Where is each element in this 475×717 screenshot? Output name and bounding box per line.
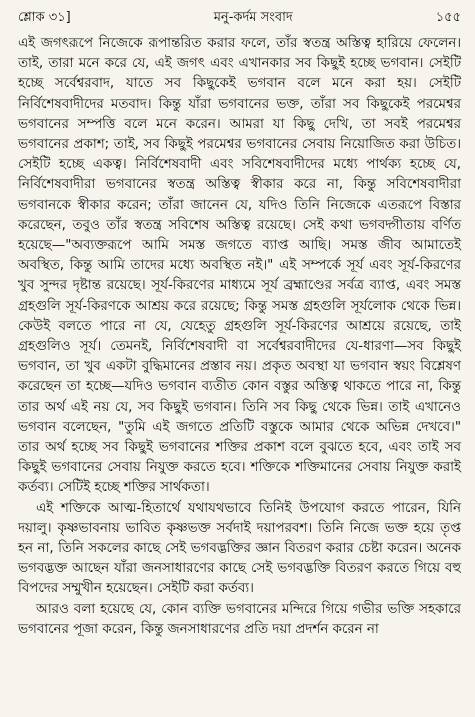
paragraph: আরও বলা হয়েছে যে, কোন ব্যক্তি ভগবানের মন্দিরে গিয়ে গভীর ভক্তি সহকারে ভগবানের পূজা করেন, কিন্তু জনসাধারণের প্রতি দয়া প্রদর্শন করেন না [18, 601, 461, 637]
paragraph: এই জগৎরূপে নিজেকে রূপান্তরিত করার ফলে, তাঁর স্বতন্ত্র অস্তিত্ব হারিয়ে ফেলেন। তাই, তারা মনে করে যে, এই জগৎ এবং এখানকার সব কিছুই হচ্ছে ভগবান। সেইটি হচ্ছে সর্বেশ্বরবাদ, যাতে সব কিছুকেই ভগবান বলে মনে করা হয়। সেইটি নির্বিশেষবাদীদের মতবাদ। কিন্তু যাঁরা ভগবানের ভক্ত, তাঁরা সব কিছুকেই পরমেশ্বর ভগবানের সম্পত্তি বলে মনে করেন। আমরা যা কিছু দেখি, তা সবই পরমেশ্বর ভগবানের প্রকাশ; তাই, সব কিছুই পরমেশ্বর ভগবানের সেবায় নিয়োজিত করা উচিত। সেইটি হচ্ছে একত্ব। নির্বিশেষবাদী এবং সবিশেষবাদীদের মধ্যে পার্থক্য হচ্ছে যে, নির্বিশেষবাদীরা ভগবানের স্বতন্ত্র অস্তিত্ব স্বীকার করে না, কিন্তু সবিশেষবাদীরা ভগবানকে স্বীকার করেন; তাঁরা জানেন যে, যদিও তিনি নিজেকে এতরূপে বিস্তার করেছেন, তবুও তাঁর স্বতন্ত্র সবিশেষ অস্তিত্ব রয়েছে। সেই কথা ভগবদ্গীতায় বর্ণিত হয়েছে—"অব্যক্তরূপে আমি সমস্ত জগতে ব্যাপ্ত আছি। সমস্ত জীব আমাতেই অবস্থিত, কিন্তু আমি তাদের মধ্যে অবস্থিত নই।" এই সম্পর্কে সূর্য এবং সূর্য-কিরণের খুব সুন্দর দৃষ্টান্ত রয়েছে। সূর্য-কিরণের মাধ্যমে সূর্য ব্রহ্মাণ্ডের সর্বত্র ব্যাপ্ত, এবং সমস্ত গ্রহগুলি সূর্য-কিরণকে আশ্রয় করে রয়েছে; কিন্তু সমস্ত গ্রহগুলি সূর্যলোক থেকে ভিন্ন। কেউই বলতে পারে না যে, যেহেতু গ্রহগুলি সূর্য-কিরণের আশ্রয়ে রয়েছে, তাই গ্রহগুলিও সূর্য। তেমনই, নির্বিশেষবাদী বা সর্বেশ্বরবাদীদের যে-ধারণা—সব কিছুই ভগবান, তা খুব একটা বুদ্ধিমানের প্রস্তাব নয়। প্রকৃত অবস্থা যা ভগবান স্বয়ং বিশ্লেষণ করেছেন তা হচ্ছে—যদিও ভগবান ব্যতীত কোন বস্তুর অস্তিত্ব থাকতে পারে না, কিন্তু তার অর্থ এই নয় যে, সব কিছুই ভগবান। তিনি সব কিছু থেকে ভিন্ন। তাই এখানেও ভগবান বলেছেন, "তুমি এই জগতে প্রতিটি বস্তুকে আমার থেকে অভিন্ন দেখবে।" তার অর্থ হচ্ছে সব কিছুই ভগবানের শক্তির প্রকাশ বলে বুঝতে হবে, এবং তাই সব কিছুই ভগবানের সেবায় নিযুক্ত করতে হবে। শক্তিকে শক্তিমানের সেবায় নিযুক্ত করাই কর্তব্য। সেটিই হচ্ছে শক্তির সার্থকতা। [18, 36, 461, 496]
paragraph: এই শক্তিকে আত্ম-হিতার্থে যথাযথভাবে তিনিই উপযোগ করতে পারেন, যিনি দয়ালু। কৃষ্ণভাবনায় ভাবিত কৃষ্ণভক্ত সর্বদাই দয়াপরবশ। তিনি নিজে ভক্ত হয়ে তৃপ্ত হন না, তিনি সকলের কাছে সেই ভগবদ্ভক্তির জ্ঞান বিতরণ করার চেষ্টা করেন। অনেক ভগবদ্ভক্ত আছেন যাঁরা জনসাধারণের কাছে সেই ভগবদ্ভক্তি বিতরণ করতে গিয়ে বহু বিপদের সম্মুখীন হয়েছেন। সেইটি করা কর্তব্য। [18, 500, 461, 597]
verse-reference: শ্লোক ৩১] [18, 10, 71, 25]
purport-text [18, 34, 461, 640]
page-number: ১৫৫ [435, 10, 461, 25]
page-header [18, 8, 461, 30]
chapter-title: মনু-কর্দম সংবাদ [213, 10, 293, 25]
